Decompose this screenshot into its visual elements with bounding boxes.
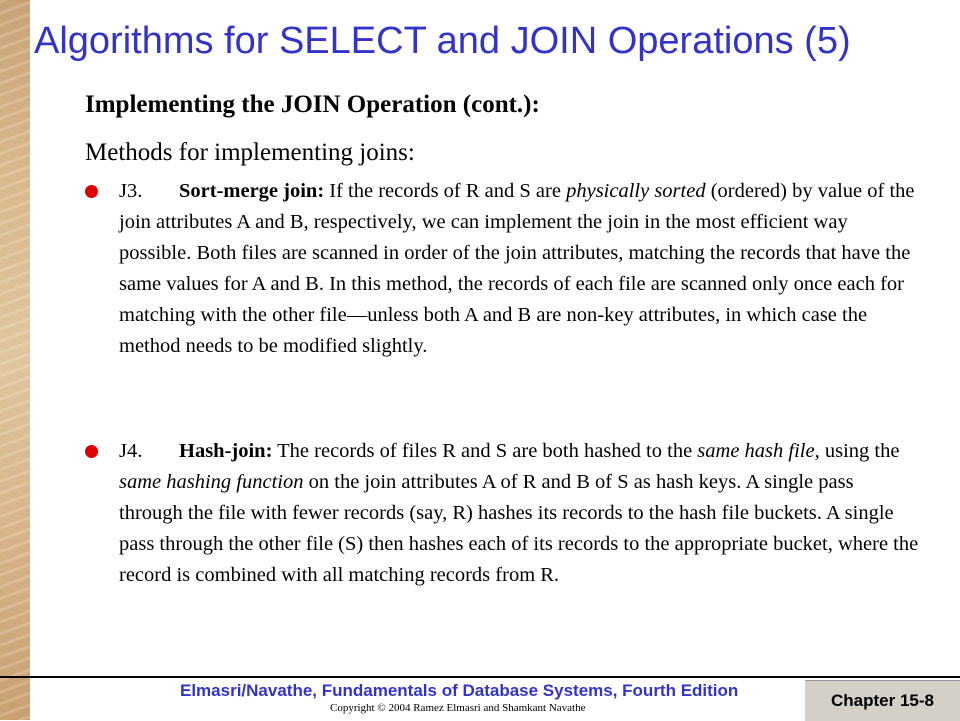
item-name: Hash-join: bbox=[179, 440, 273, 462]
item-number: J4. bbox=[119, 440, 143, 462]
footer-book-title: Elmasri/Navathe, Fundamentals of Database Systems, Fourth Edition bbox=[180, 681, 739, 700]
list-item-hash-join bbox=[85, 436, 920, 591]
item-text: The records of files R and S are both hashed to the bbox=[272, 440, 698, 462]
slide-subtitle: Implementing the JOIN Operation (cont.): bbox=[85, 91, 540, 118]
list-item-text bbox=[119, 176, 920, 362]
item-number: J3. bbox=[119, 180, 143, 202]
footer-divider bbox=[0, 676, 960, 678]
item-emphasis: physically sorted bbox=[566, 180, 706, 202]
item-name: Sort-merge join: bbox=[179, 180, 325, 202]
slide-title: Algorithms for SELECT and JOIN Operations (5) bbox=[34, 20, 851, 62]
list-item-sort-merge-join bbox=[85, 176, 920, 362]
item-emphasis: same hash file, bbox=[697, 440, 820, 462]
item-text: (ordered) by value of the join attributes A and B, respectively, we can implement the join in the most efficient way possible. Both files are scanned in order of the join attributes, matching the records that have the same values for A and B. In this method, the records of each file are scanned only once each for matching with the other file—unless both A and B are non-key attributes, in which case the method needs to be modified slightly. bbox=[119, 180, 915, 357]
item-text: on the join attributes A of R and B of S as hash keys. A single pass through the file with fewer records (say, R) hashes its records to the hash file buckets. A single pass through the other file (S) then hashes each of its records to the appropriate bucket, where the record is combined with all matching records from R. bbox=[119, 471, 919, 586]
list-item-text bbox=[119, 436, 920, 591]
footer-copyright: Copyright © 2004 Ramez Elmasri and Shamkant Navathe bbox=[330, 702, 586, 714]
bullet-icon bbox=[85, 445, 98, 458]
sand-background-strip bbox=[0, 0, 30, 720]
item-text: using the bbox=[819, 440, 900, 462]
methods-heading: Methods for implementing joins: bbox=[85, 139, 415, 166]
item-emphasis: same hashing function bbox=[119, 471, 304, 493]
item-text: If the records of R and S are bbox=[324, 180, 567, 202]
bullet-icon bbox=[85, 185, 98, 198]
chapter-label: Chapter 15-8 bbox=[805, 680, 960, 721]
